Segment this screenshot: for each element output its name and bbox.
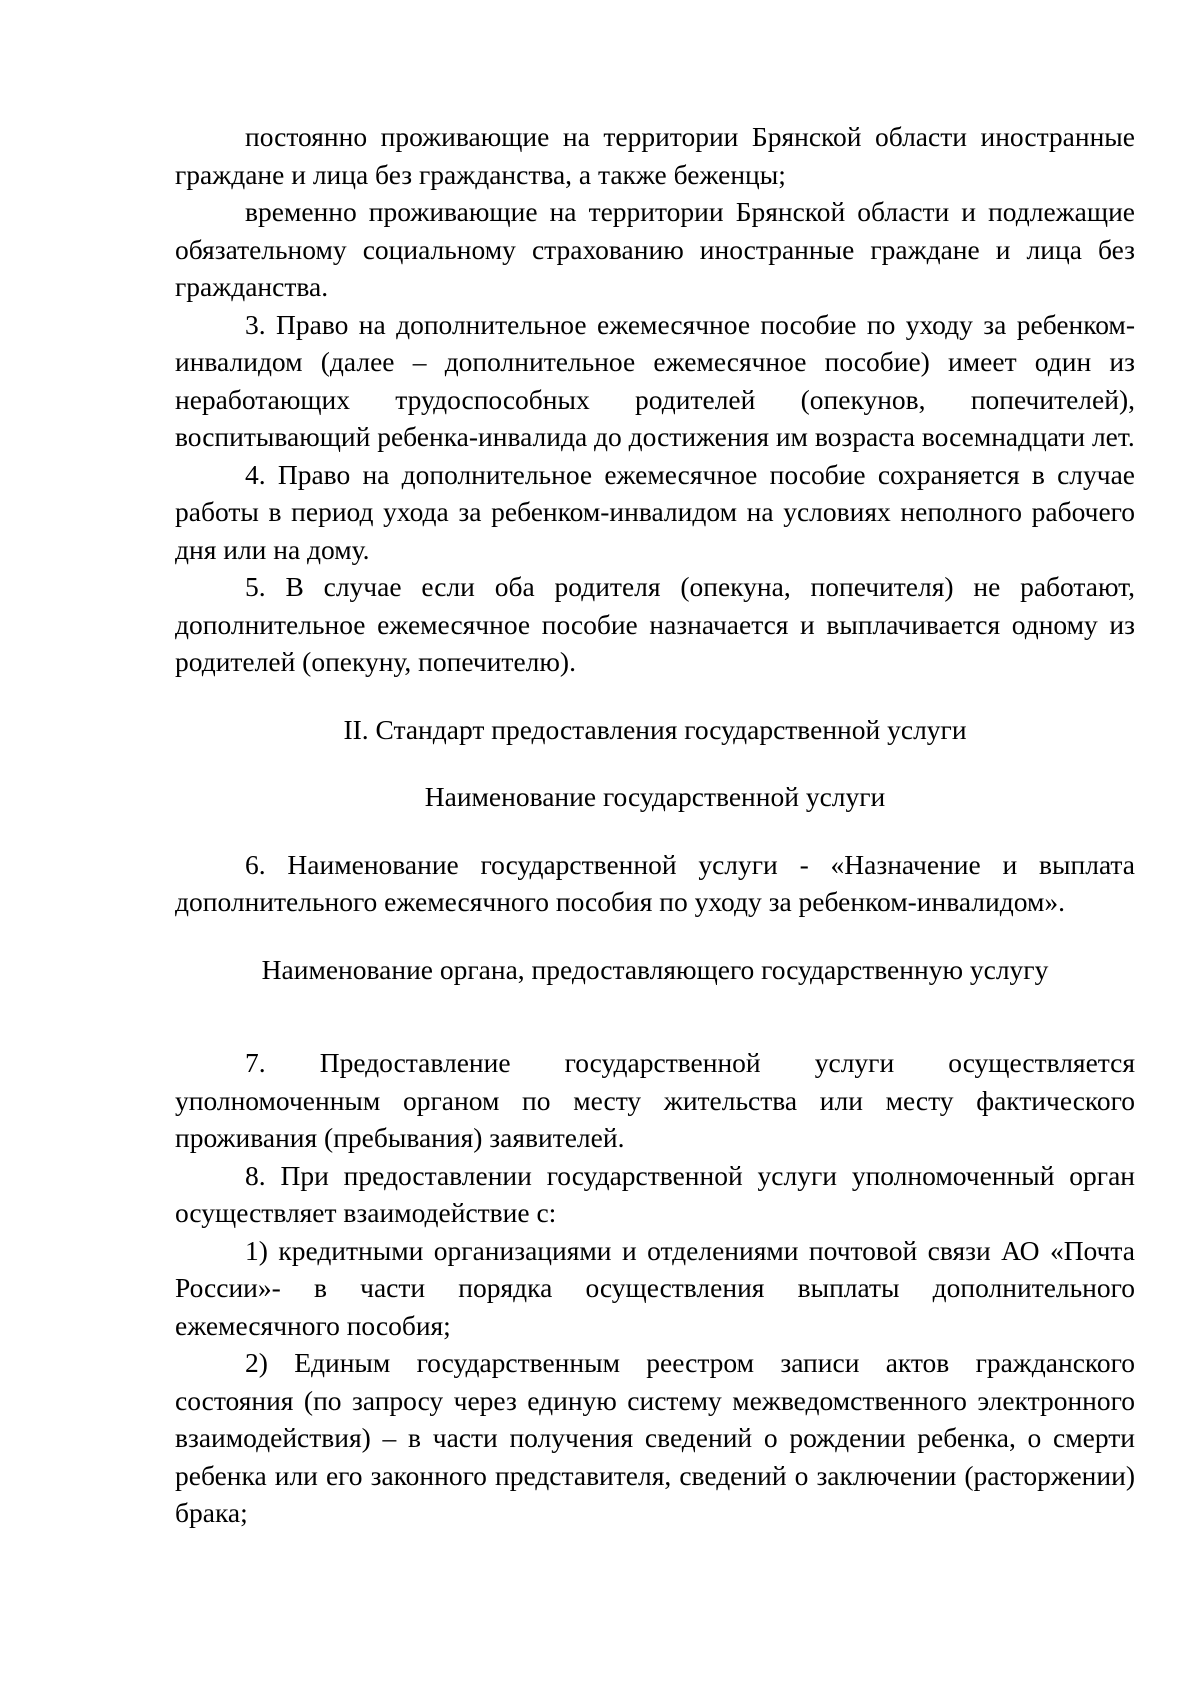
paragraph-permanent-residents: постоянно проживающие на территории Брянской области иностранные граждане и лица без гражданства, а также беженцы;: [175, 121, 1135, 190]
paragraph-5: 5. В случае если оба родителя (опекуна, попечителя) не работают, дополнительное ежемесячное пособие назначается и выплачивается одному из родителей (опекуну, попечителю).: [175, 571, 1135, 677]
section-heading: II. Стандарт предоставления государственной услуги: [343, 713, 967, 745]
paragraph-7: 7. Предоставление государственной услуги осуществляется уполномоченным органом по месту жительства или месту фактического проживания (пребывания) заявителей.: [175, 1047, 1135, 1153]
paragraph-3: 3. Право на дополнительное ежемесячное пособие по уходу за ребенком-инвалидом (далее – дополнительное ежемесячное пособие) имеет один из неработающих трудоспособных родителей (опекунов, попечителей), воспитывающий ребенка-инвалида до достижения им возраста восемнадцати лет.: [175, 308, 1135, 452]
paragraph-6: 6. Наименование государственной услуги - «Назначение и выплата дополнительного ежемесячного пособия по уходу за ребенком-инвалидом».: [175, 848, 1135, 917]
document-page: [175, 118, 1135, 1532]
paragraph-4: 4. Право на дополнительное ежемесячное пособие сохраняется в случае работы в период ухода за ребенком-инвалидом на условиях неполного рабочего дня или на дому.: [175, 458, 1135, 565]
list-item-2: 2) Единым государственным реестром записи актов гражданского состояния (по запросу через единую систему межведомственного электронного взаимодействия) – в части получения сведений о рождении ребенка, о смерти ребенка или его законного представителя, сведений о заключении (расторжении) брака;: [175, 1347, 1135, 1528]
list-item-1: 1) кредитными организациями и отделениями почтовой связи АО «Почта России»- в части порядка осуществления выплаты дополнительного ежемесячного пособия;: [175, 1234, 1135, 1341]
paragraph-temporary-residents: временно проживающие на территории Брянской области и подлежащие обязательному социальному страхованию иностранные граждане и лица без гражданства.: [175, 196, 1135, 302]
subheading-authority-name: Наименование органа, предоставляющего государственную услугу: [261, 953, 1049, 985]
subheading-service-name: Наименование государственной услуги: [424, 781, 886, 812]
paragraph-8: 8. При предоставлении государственной услуги уполномоченный орган осуществляет взаимодействие с:: [175, 1159, 1135, 1228]
